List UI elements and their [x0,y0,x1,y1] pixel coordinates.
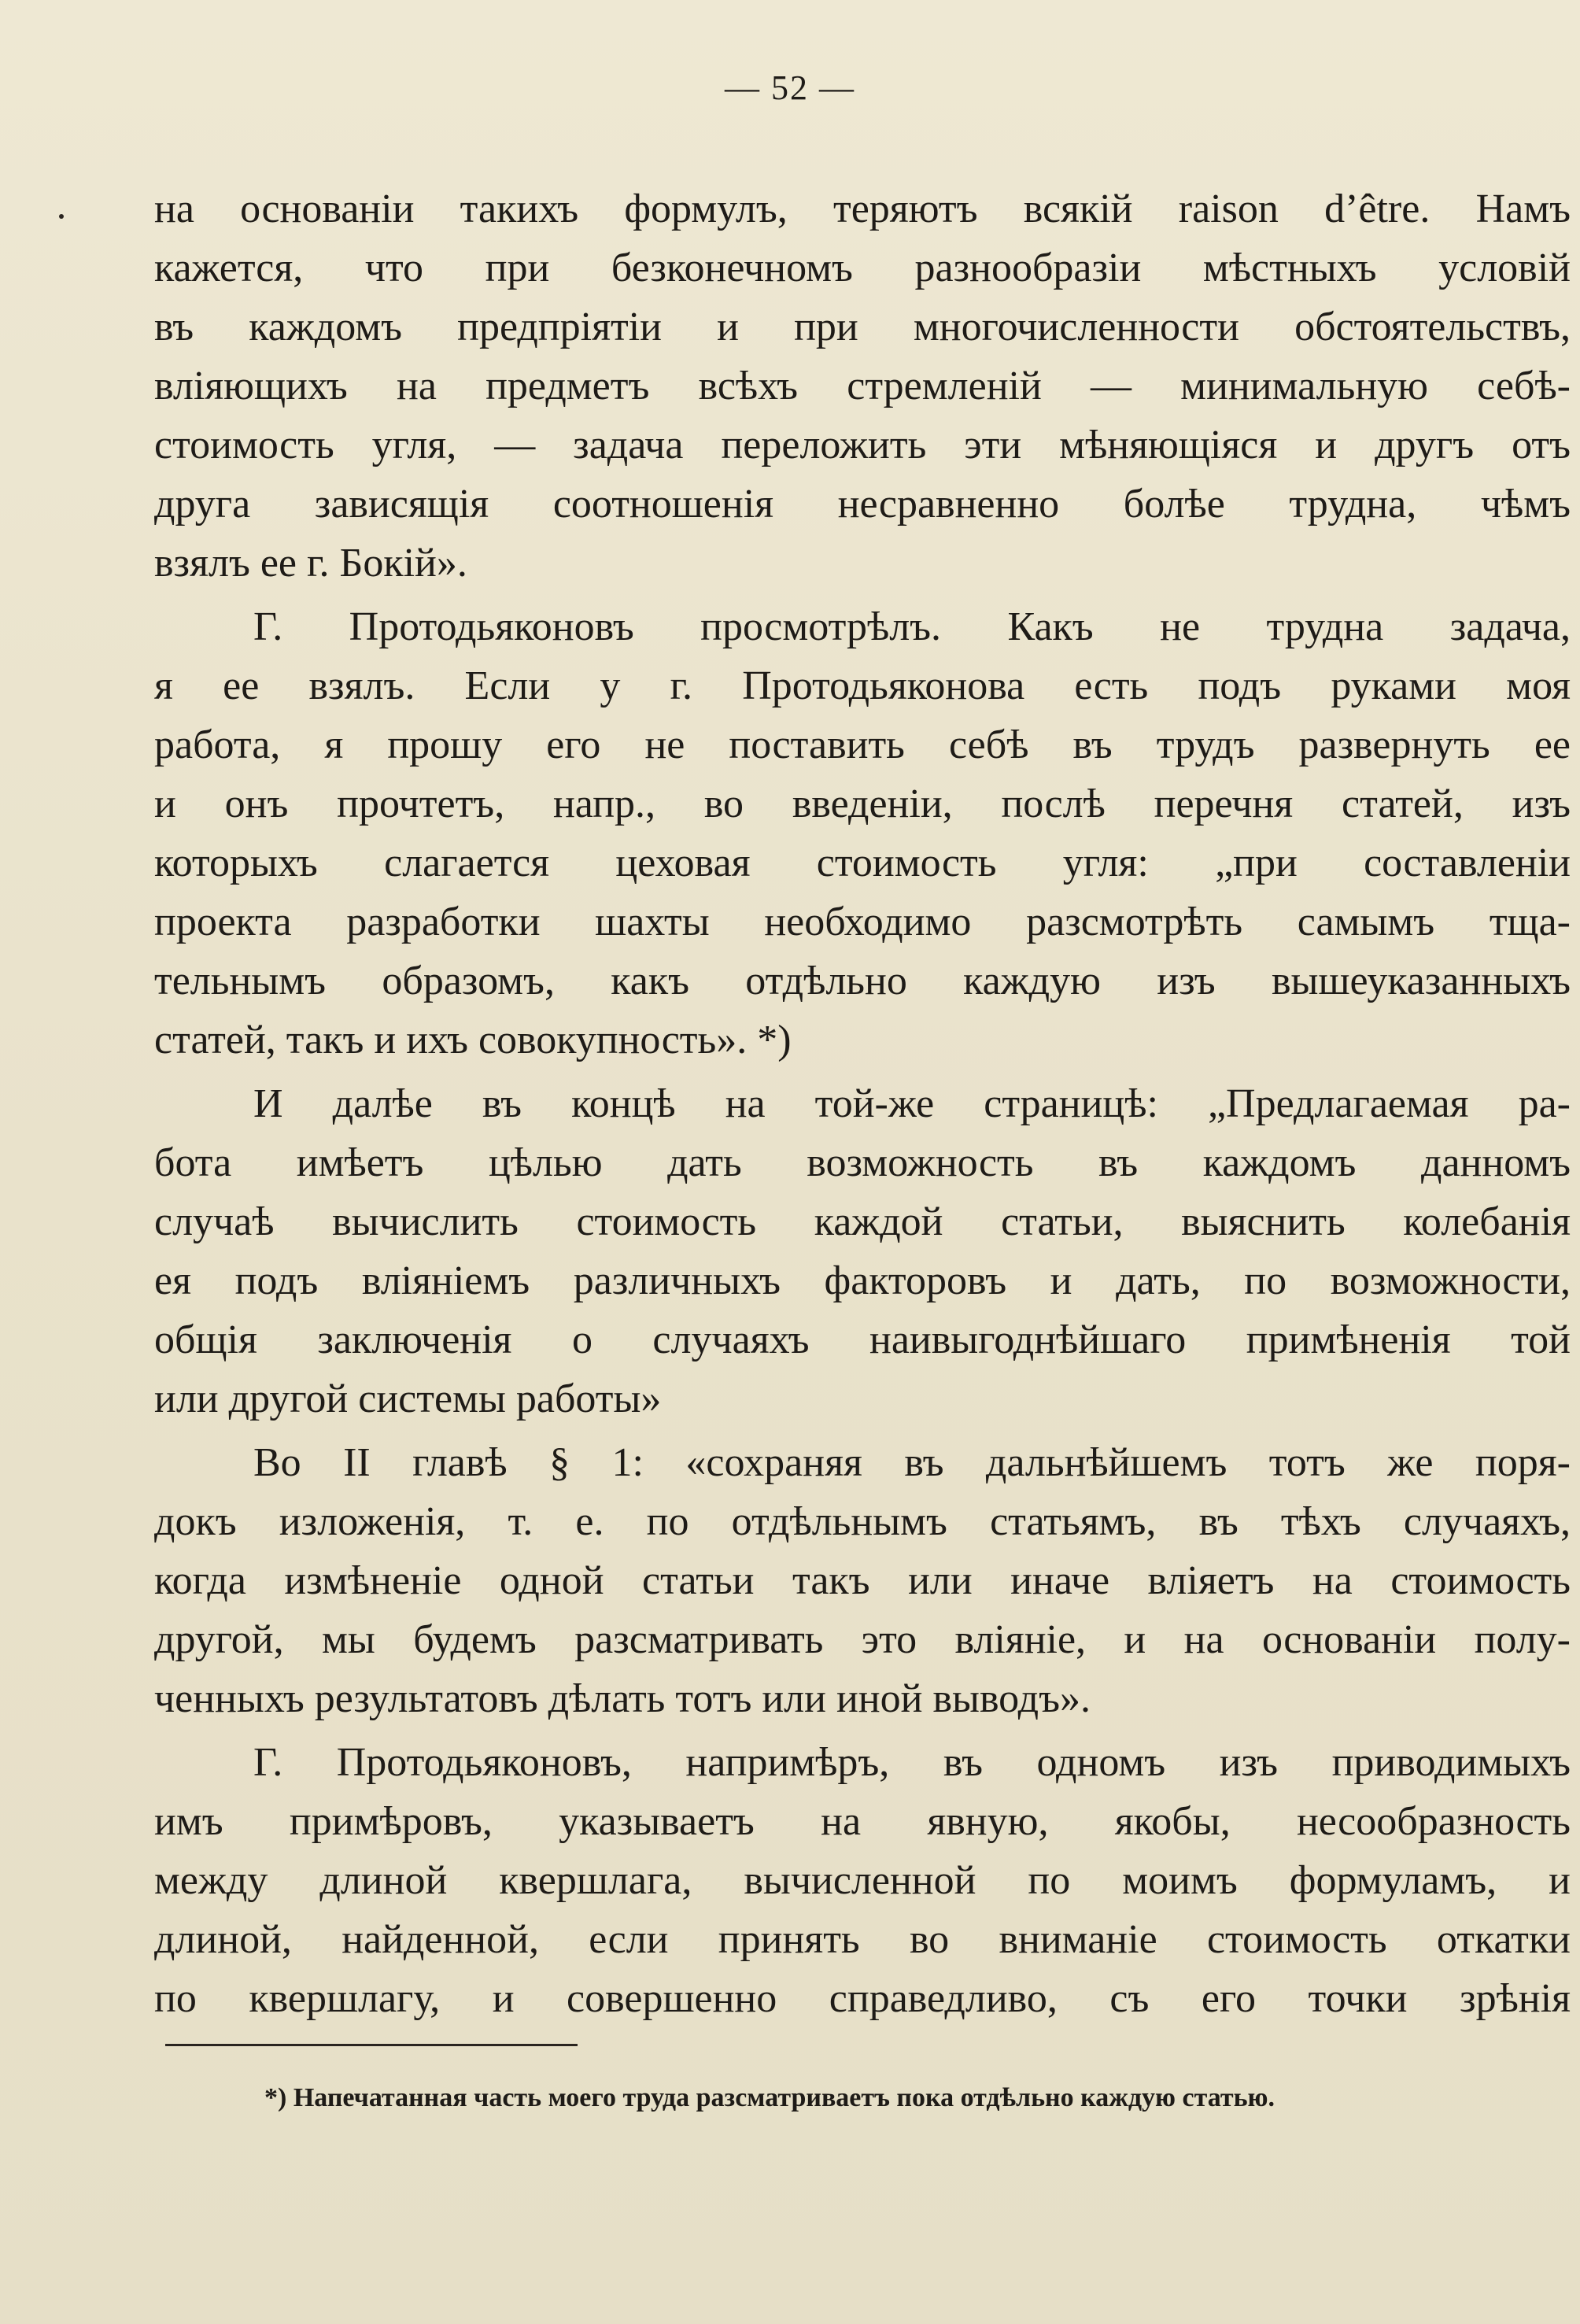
text-line: когда измѣненіе одной статьи такъ или иначе вліяетъ на стоимость [154,1558,1571,1603]
paragraph-2 [154,597,1571,1070]
text-line: взялъ ее г. Бокій». [154,541,467,586]
text-line: на основаніи такихъ формулъ, теряютъ всякій raison d’être. Намъ [154,187,1571,231]
text-line: или другой системы работы» [154,1376,662,1421]
text-line: между длиной квершлага, вычисленной по моимъ формуламъ, и [154,1858,1571,1903]
footnote: *) Напечатанная часть моего труда разсматриваетъ пока отдѣльно каждую статью. [264,2083,1275,2112]
paragraph-1 [154,179,1571,593]
paragraph-3 [154,1074,1571,1428]
text-line: Г. Протодьяконовъ, напримѣръ, въ одномъ изъ приводимыхъ [253,1740,1571,1785]
text-line: докъ изложенія, т. е. по отдѣльнымъ статьямъ, въ тѣхъ случаяхъ, [154,1499,1571,1544]
paragraph-5 [154,1733,1571,2028]
text-line: и онъ прочтетъ, напр., во введеніи, послѣ перечня статей, изъ [154,781,1571,826]
text-line: друга зависящія соотношенія несравненно болѣе трудна, чѣмъ [154,482,1571,527]
text-line: стоимость угля, — задача переложить эти мѣняющіяся и другъ отъ [154,423,1571,467]
text-line: кажется, что при безконечномъ разнообразіи мѣстныхъ условій [154,246,1571,290]
text-line: случаѣ вычислить стоимость каждой статьи, выяснить колебанія [154,1199,1571,1244]
text-line: которыхъ слагается цеховая стоимость угля: „при составленіи [154,841,1571,885]
text-line: работа, я прошу его не поставить себѣ въ трудъ развернуть ее [154,722,1571,767]
text-line: статей, такъ и ихъ совокупность». *) [154,1018,792,1062]
text-line: въ каждомъ предпріятіи и при многочисленности обстоятельствъ, [154,305,1571,349]
footnote-rule [165,2044,578,2046]
text-line: проекта разработки шахты необходимо разсмотрѣть самымъ тща- [154,900,1571,944]
text-line: я ее взялъ. Если у г. Протодьяконова есть подъ руками моя [154,663,1571,708]
text-line: Во II главѣ § 1: «сохраняя въ дальнѣйшемъ тотъ же поря- [253,1440,1571,1485]
text-line: Г. Протодьяконовъ просмотрѣлъ. Какъ не трудна задача, [253,604,1571,649]
text-line: ея подъ вліяніемъ различныхъ факторовъ и дать, по возможности, [154,1258,1571,1303]
text-line: длиной, найденной, если принять во вниманіе стоимость откатки [154,1917,1571,1962]
text-line: бота имѣетъ цѣлью дать возможность въ каждомъ данномъ [154,1140,1571,1185]
text-line: общія заключенія о случаяхъ наивыгоднѣйшаго примѣненія той [154,1317,1571,1362]
text-line: вліяющихъ на предметъ всѣхъ стремленій — минимальную себѣ- [154,364,1571,408]
ink-speck [59,214,64,219]
paragraph-4 [154,1433,1571,1728]
body-text [154,179,1571,2028]
text-line: имъ примѣровъ, указываетъ на явную, якобы, несообразность [154,1799,1571,1844]
text-line: по квершлагу, и совершенно справедливо, съ его точки зрѣнія [154,1976,1571,2021]
text-line: ченныхъ результатовъ дѣлать тотъ или иной выводъ». [154,1676,1091,1721]
text-line: И далѣе въ концѣ на той-же страницѣ: „Предлагаемая ра- [253,1081,1571,1126]
page-number: — 52 — [725,68,855,107]
text-line: тельнымъ образомъ, какъ отдѣльно каждую изъ вышеуказанныхъ [154,959,1571,1003]
text-line: другой, мы будемъ разсматривать это вліяніе, и на основаніи полу- [154,1617,1571,1662]
